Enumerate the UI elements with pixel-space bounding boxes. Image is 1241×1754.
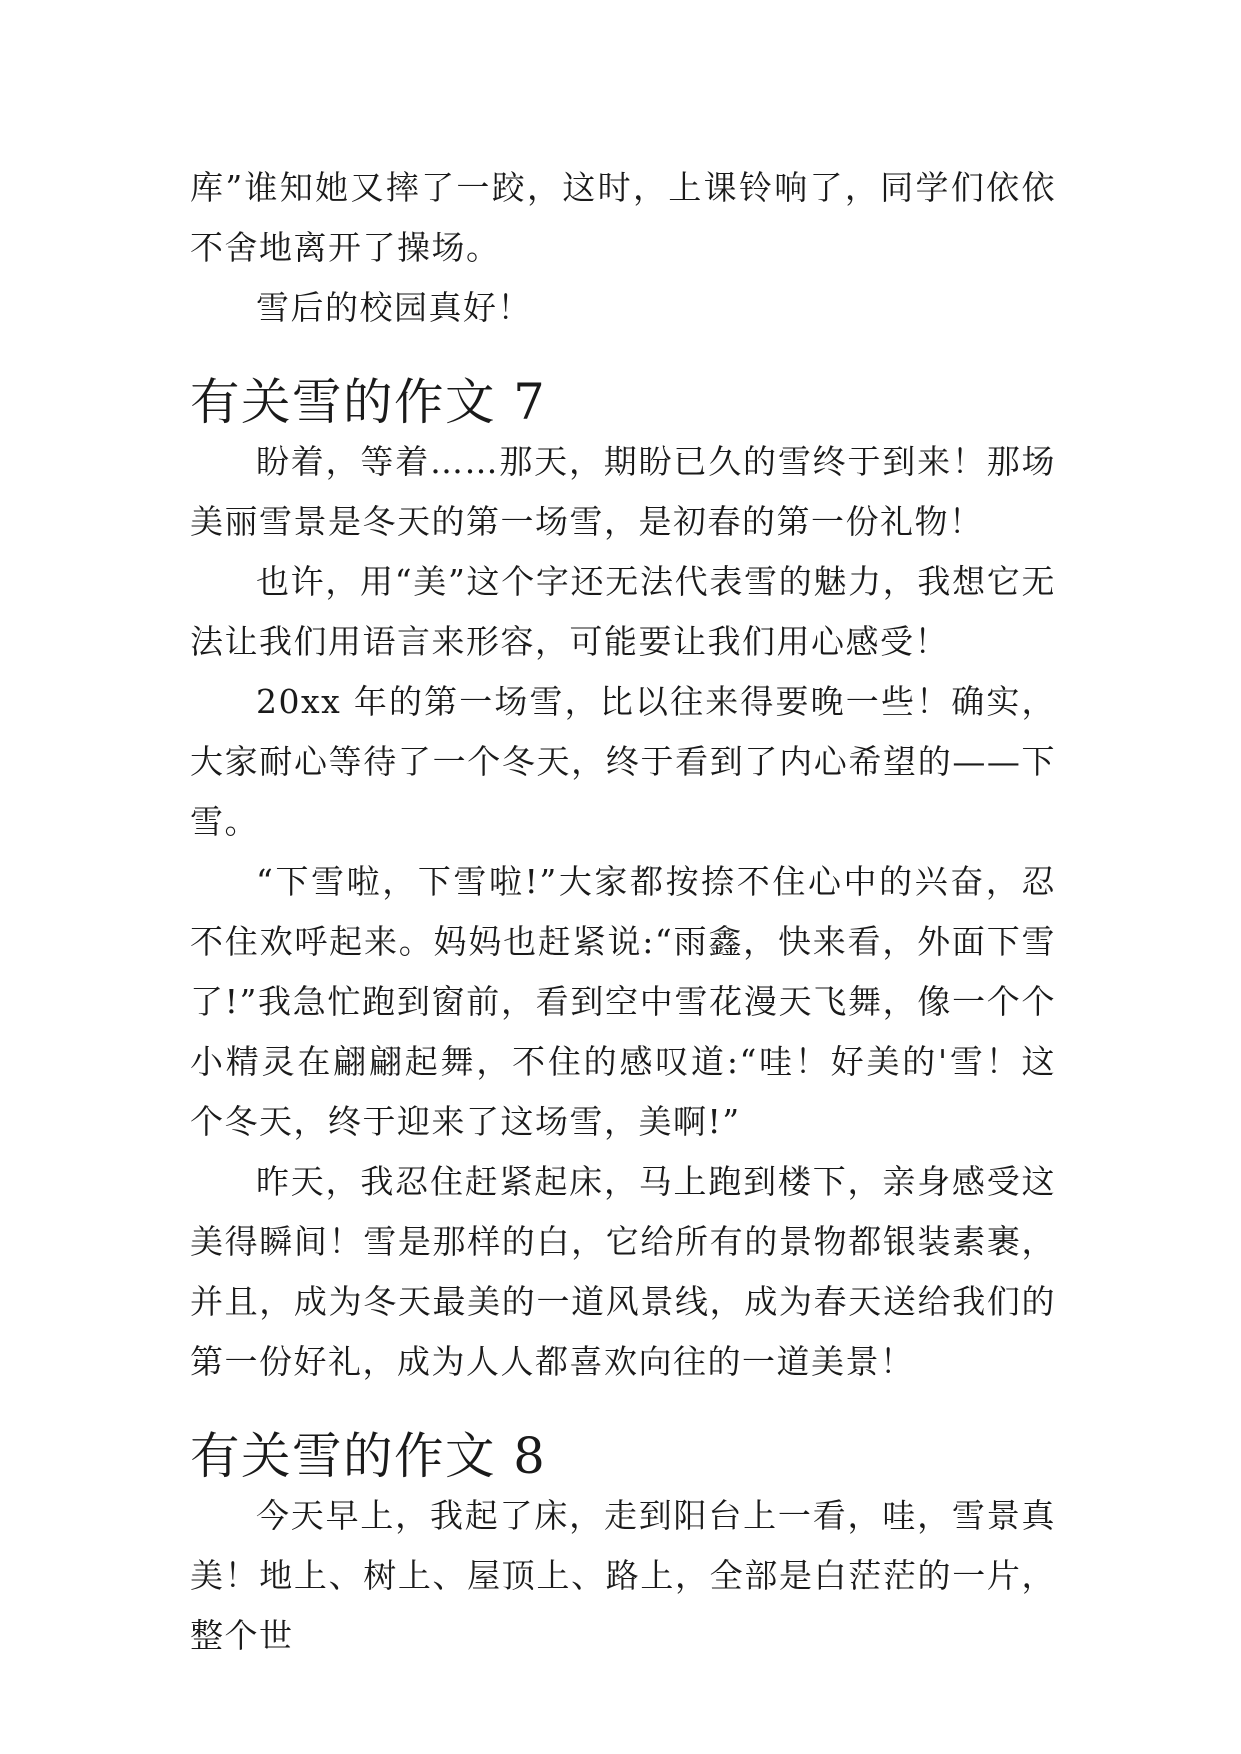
paragraph: 今天早上，我起了床，走到阳台上一看，哇，雪景真美！地上、树上、屋顶上、路上，全部是白茫茫的一片，整个世 (190, 1496, 1056, 1655)
paragraph: 雪后的校园真好！ (256, 288, 532, 327)
paragraph: 昨天，我忍住赶紧起床，马上跑到楼下，亲身感受这美得瞬间！雪是那样的白，它给所有的景物都银装素裹，并且，成为冬天最美的一道风景线，成为春天送给我们的第一份好礼，成为人人都喜欢向往的一道美景！ (190, 1162, 1056, 1381)
paragraph: 20xx 年的第一场雪，比以往来得要晚一些！确实，大家耐心等待了一个冬天，终于看到了内心希望的——下雪。 (190, 682, 1056, 841)
paragraph: “下雪啦，下雪啦!”大家都按捺不住心中的兴奋，忍不住欢呼起来。妈妈也赶紧说:“雨鑫，快来看，外面下雪了!”我急忙跑到窗前，看到空中雪花漫天飞舞，像一个个小精灵在翩翩起舞，不住的感叹道:“哇！好美的'雪！这个冬天，终于迎来了这场雪，美啊!” (190, 862, 1056, 1141)
section-heading: 有关雪的作文 8 (190, 1427, 547, 1485)
paragraph: 也许，用“美”这个字还无法代表雪的魅力，我想它无法让我们用语言来形容，可能要让我们用心感受！ (190, 562, 1056, 661)
paragraph: 库”谁知她又摔了一跤，这时，上课铃响了，同学们依依不舍地离开了操场。 (190, 168, 1056, 267)
document-body (190, 158, 1056, 1666)
section-heading: 有关雪的作文 7 (190, 373, 547, 431)
paragraph: 盼着，等着……那天，期盼已久的雪终于到来！那场美丽雪景是冬天的第一场雪，是初春的第一份礼物！ (190, 442, 1056, 541)
